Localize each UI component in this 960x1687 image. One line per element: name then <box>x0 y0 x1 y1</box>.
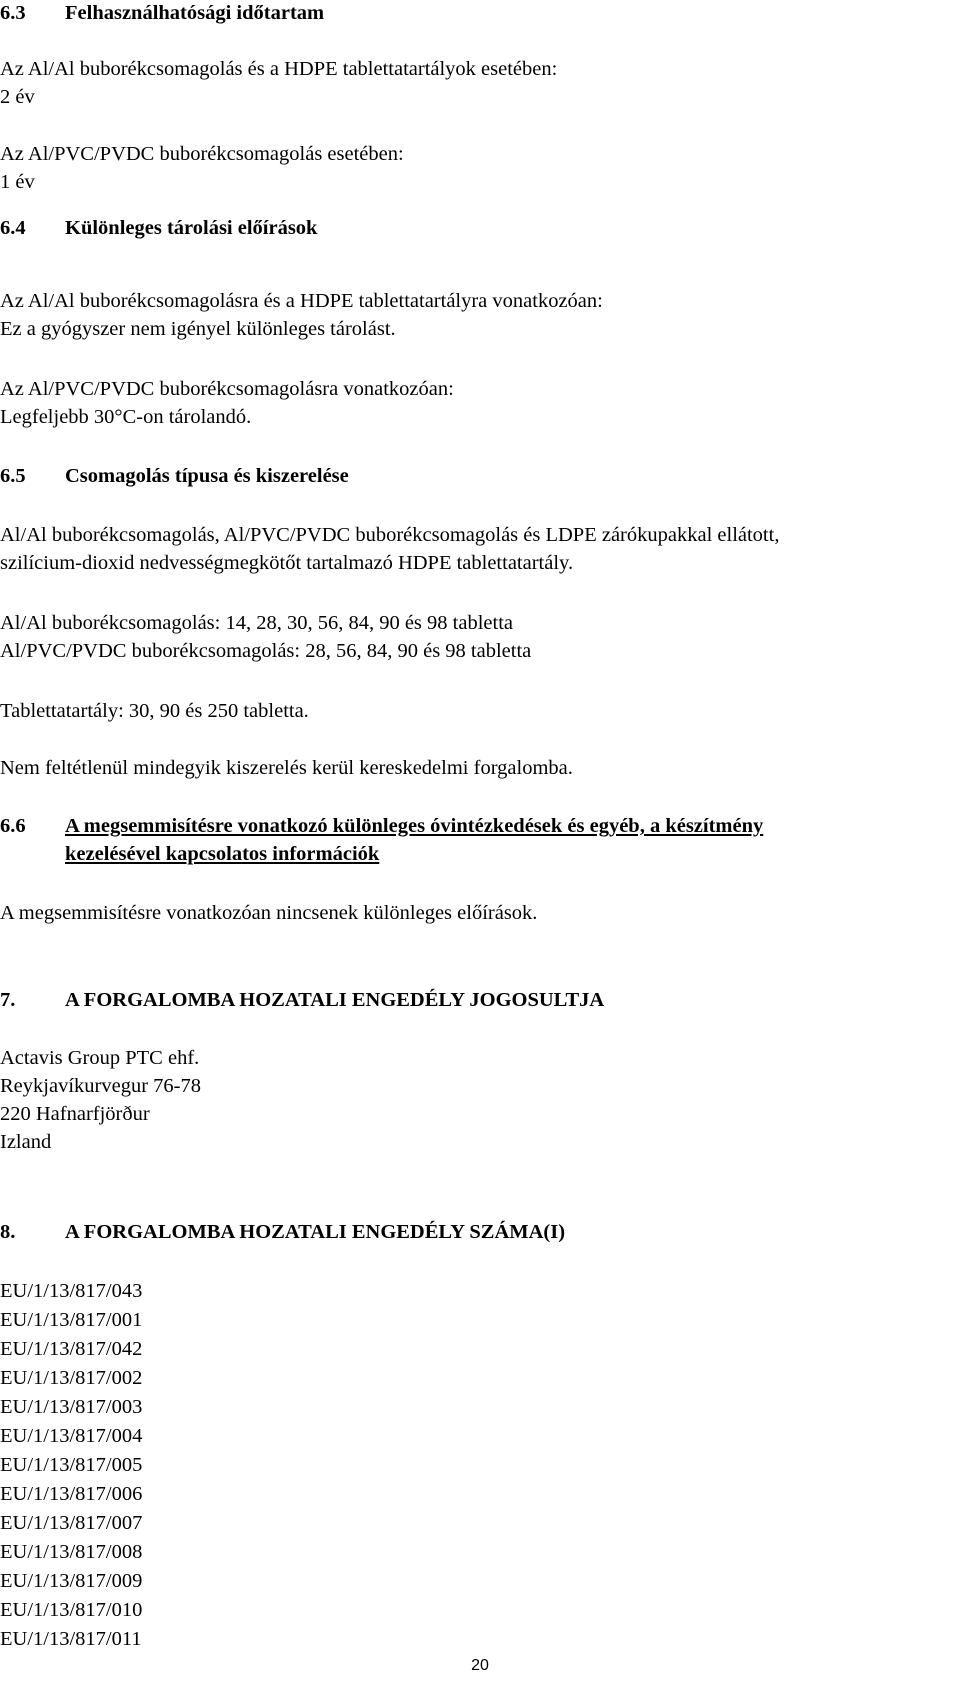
text-line: Az Al/Al buborékcsomagolásra és a HDPE tablettatartályra vonatkozóan: <box>0 290 603 312</box>
text-line: Ez a gyógyszer nem igényel különleges tárolást. <box>0 318 396 340</box>
text-line: Az Al/Al buborékcsomagolás és a HDPE tablettatartályok esetében: <box>0 58 558 80</box>
text-line: 2 év <box>0 86 35 108</box>
text-line: szilícium-dioxid nedvességmegkötőt tartalmazó HDPE tablettatartály. <box>0 552 574 574</box>
authorization-number: EU/1/13/817/003 <box>0 1396 143 1418</box>
text-line: Al/PVC/PVDC buborékcsomagolás: 28, 56, 84, 90 és 98 tabletta <box>0 640 532 662</box>
text-line: Az Al/PVC/PVDC buborékcsomagolásra vonatkozóan: <box>0 378 454 400</box>
authorization-number: EU/1/13/817/007 <box>0 1512 143 1534</box>
text-line: Al/Al buborékcsomagolás, Al/PVC/PVDC buborékcsomagolás és LDPE zárókupakkal ellátott, <box>0 524 780 546</box>
section-number: 6.4 <box>0 217 26 239</box>
authorization-number: EU/1/13/817/001 <box>0 1309 143 1331</box>
paragraph <box>0 140 404 196</box>
paragraph <box>0 899 537 927</box>
text-line: Nem feltétlenül mindegyik kiszerelés kerül kereskedelmi forgalomba. <box>0 757 573 779</box>
section-title-line: kezelésével kapcsolatos információk <box>65 843 380 865</box>
paragraph <box>0 754 573 782</box>
paragraph <box>0 609 531 665</box>
section-title: A FORGALOMBA HOZATALI ENGEDÉLY SZÁMA(I) <box>65 1221 566 1243</box>
address-line: 220 Hafnarfjörður <box>0 1103 150 1125</box>
authorization-number: EU/1/13/817/043 <box>0 1280 143 1302</box>
paragraph <box>0 521 779 577</box>
page-number: 20 <box>471 1657 489 1674</box>
text-line: A megsemmisítésre vonatkozóan nincsenek különleges előírások. <box>0 902 538 924</box>
authorization-number: EU/1/13/817/010 <box>0 1599 143 1621</box>
section-title: Felhasználhatósági időtartam <box>65 2 325 24</box>
authorization-number: EU/1/13/817/011 <box>0 1628 142 1650</box>
text-line: Az Al/PVC/PVDC buborékcsomagolás esetében: <box>0 143 404 165</box>
address-block <box>0 1044 201 1156</box>
text-line: Al/Al buborékcsomagolás: 14, 28, 30, 56, 84, 90 és 98 tabletta <box>0 612 513 634</box>
paragraph <box>0 55 557 111</box>
section-number: 6.5 <box>0 465 26 487</box>
authorization-number: EU/1/13/817/005 <box>0 1454 143 1476</box>
section-title-line: A megsemmisítésre vonatkozó különleges óvintézkedések és egyéb, a készítmény <box>65 815 764 837</box>
address-line: Actavis Group PTC ehf. <box>0 1047 200 1069</box>
text-line: Legfeljebb 30°C-on tárolandó. <box>0 406 252 428</box>
paragraph <box>0 375 454 431</box>
authorization-number: EU/1/13/817/008 <box>0 1541 143 1563</box>
authorization-number: EU/1/13/817/004 <box>0 1425 143 1447</box>
authorization-number: EU/1/13/817/009 <box>0 1570 143 1592</box>
authorization-number: EU/1/13/817/042 <box>0 1338 143 1360</box>
section-number: 8. <box>0 1221 16 1243</box>
paragraph <box>0 697 309 725</box>
section-title: Különleges tárolási előírások <box>65 217 318 239</box>
section-title: A FORGALOMBA HOZATALI ENGEDÉLY JOGOSULTJA <box>65 989 605 1011</box>
text-line: 1 év <box>0 171 35 193</box>
section-title: Csomagolás típusa és kiszerelése <box>65 465 349 487</box>
authorization-number: EU/1/13/817/006 <box>0 1483 143 1505</box>
paragraph <box>0 287 603 343</box>
section-number: 6.3 <box>0 2 26 24</box>
address-line: Izland <box>0 1131 52 1153</box>
text-line: Tablettatartály: 30, 90 és 250 tabletta. <box>0 700 309 722</box>
authorization-number-list <box>0 1277 142 1654</box>
section-title <box>65 812 763 868</box>
address-line: Reykjavíkurvegur 76-78 <box>0 1075 201 1097</box>
authorization-number: EU/1/13/817/002 <box>0 1367 143 1389</box>
section-number: 7. <box>0 989 16 1011</box>
section-number: 6.6 <box>0 815 26 837</box>
